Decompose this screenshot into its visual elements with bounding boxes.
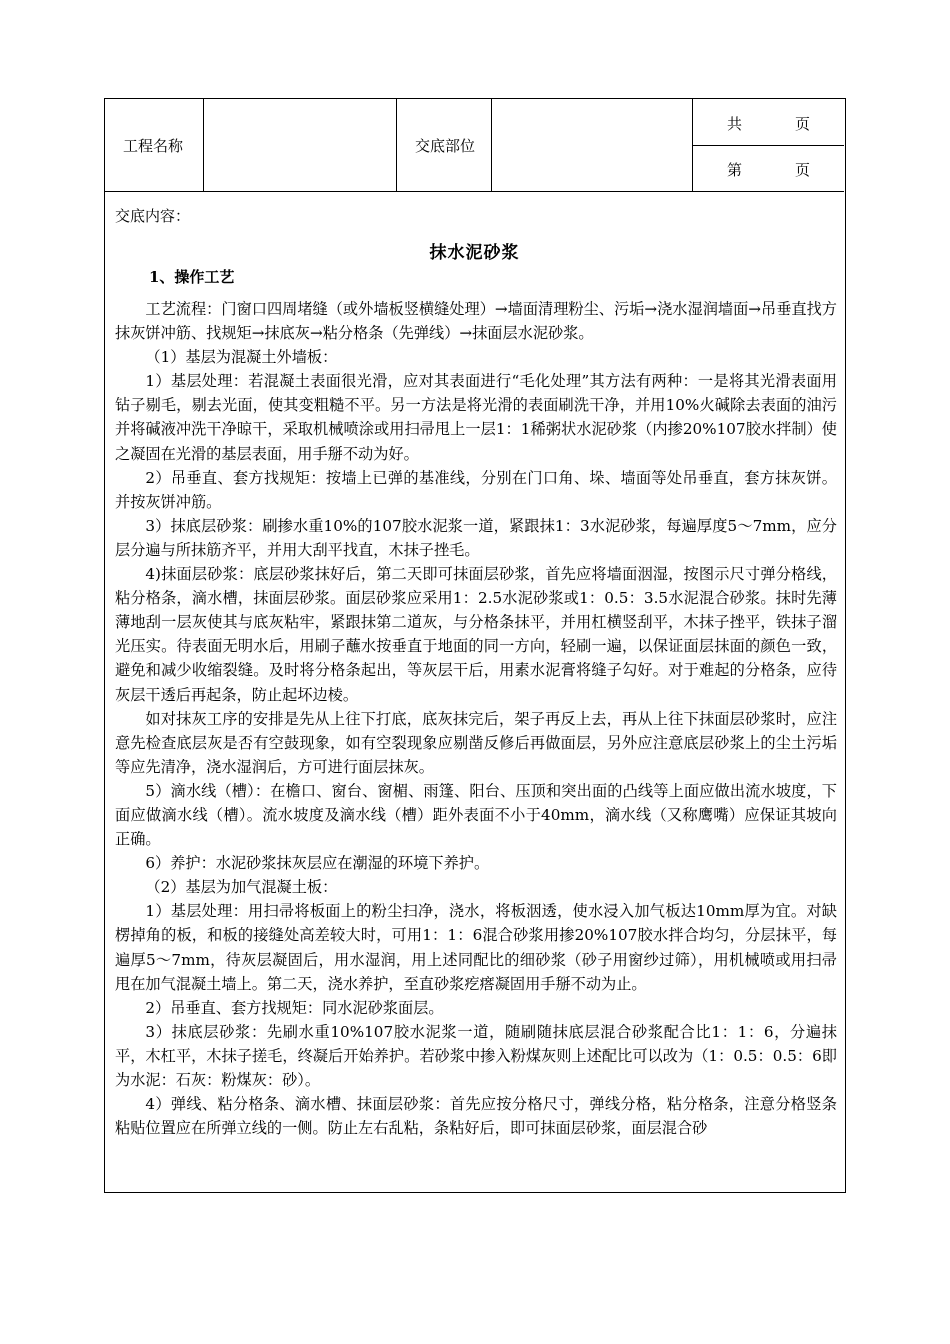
paragraph: （2）基层为加气混凝土板： xyxy=(145,878,338,897)
project-name-label: 工程名称 xyxy=(105,99,204,191)
paragraph: 工艺流程：门窗口四周堵缝（或外墙板竖横缝处理）→墙面清理粉尘、污垢→浇水湿润墙面→吊垂直找方抹灰饼冲筋、找规矩→抹底灰→粘分格条（先弹线）→抹面层水泥砂浆。 xyxy=(115,300,837,343)
paragraph: 1）基层处理：若混凝土表面很光滑，应对其表面进行“毛化处理”其方法有两种：一是将其光滑表面用钻子剔毛，剔去光面，使其变粗糙不平。另一方法是将光滑的表面刷洗干净，并用10%火碱除去表面的油污并将碱液冲洗干净晾干，采取机械喷涂或用扫帚甩上一层1：1稀粥状水泥砂浆（内掺20%107胶水拌制）使之凝固在光滑的基层表面，用手掰不动为好。 xyxy=(115,372,837,463)
paragraph: 3）抹底层砂浆：先刷水重10%107胶水泥浆一道，随刷随抹底层混合砂浆配合比1：1：6，分遍抹平，木杠平，木抹子搓毛，终凝后开始养护。若砂浆中掺入粉煤灰则上述配比可以改为（1：0.5：0.5：6即为水泥：石灰：粉煤灰：砂）。 xyxy=(115,1022,837,1089)
body-text xyxy=(115,297,837,1140)
project-name-value xyxy=(204,99,397,191)
page-number-prefix: 第 xyxy=(727,161,743,179)
paragraph: 4)抹面层砂浆：底层砂浆抹好后，第二天即可抹面层砂浆，首先应将墙面洇湿，按图示尺寸弹分格线，粘分格条，滴水槽，抹面层砂浆。面层砂浆应采用1：2.5水泥砂浆或1：0.5：3.5水泥混合砂浆。抹时先薄薄地刮一层灰使其与底灰粘牢，紧跟抹第二道灰，与分格条抹平，并用杠横竖刮平，木抹子挫平，铁抹子溜光压实。待表面无明水后，用刷子蘸水按垂直于地面的同一方向，轻刷一遍，以保证面层抹面的颜色一致，避免和减少收缩裂缝。及时将分格条起出，等灰层干后，用素水泥膏将缝子勾好。对于难起的分格条，应待灰层干透后再起条，防止起坏边棱。 xyxy=(115,565,837,704)
location-label: 交底部位 xyxy=(397,99,492,191)
content-label: 交底内容： xyxy=(115,207,191,225)
section-heading: 1、操作工艺 xyxy=(149,268,235,286)
document-title: 抹水泥砂浆 xyxy=(429,243,520,263)
paragraph: 3）抹底层砂浆：刷掺水重10%的107胶水泥浆一道，紧跟抹1：3水泥砂浆，每遍厚度5～7mm，应分层分遍与所抹筋齐平，并用大刮平找直，木抹子挫毛。 xyxy=(115,516,837,559)
paragraph: （1）基层为混凝土外墙板： xyxy=(145,348,338,367)
page-number-cell xyxy=(693,145,844,191)
paragraph: 2）吊垂直、套方找规矩：同水泥砂浆面层。 xyxy=(145,998,444,1017)
paragraph: 如对抹灰工序的安排是先从上往下打底，底灰抹完后，架子再反上去，再从上往下抹面层砂浆时，应注意先检查底层灰是否有空鼓现象，如有空裂现象应剔凿反修后再做面层，另外应注意底层砂浆上的尘土污垢等应先清净，浇水湿润后，方可进行面层抹灰。 xyxy=(115,709,837,776)
paragraph: 2）吊垂直、套方找规矩：按墙上已弹的基准线，分别在门口角、垛、墙面等处吊垂直，套方抹灰饼。并按灰饼冲筋。 xyxy=(115,468,837,511)
paragraph: 6）养护：水泥砂浆抹灰层应在潮湿的环境下养护。 xyxy=(145,854,490,873)
total-pages-suffix: 页 xyxy=(795,115,811,133)
location-value xyxy=(492,99,693,191)
paragraph: 4）弹线、粘分格条、滴水槽、抹面层砂浆：首先应按分格尺寸，弹线分格，粘分格条，注意分格竖条粘贴位置应在所弹立线的一侧。防止左右乱粘，条粘好后，即可抹面层砂浆，面层混合砂 xyxy=(115,1095,837,1138)
total-pages-prefix: 共 xyxy=(727,115,743,133)
paragraph: 5）滴水线（槽）：在檐口、窗台、窗楣、雨篷、阳台、压顶和突出面的凸线等上面应做出流水坡度，下面应做滴水线（槽）。流水坡度及滴水线（槽）距外表面不小于40mm，滴水线（又称鹰嘴）应保证其坡向正确。 xyxy=(115,781,837,849)
page-number-suffix: 页 xyxy=(795,161,811,179)
form-header xyxy=(105,99,844,192)
total-pages-cell xyxy=(693,99,844,146)
disclosure-form xyxy=(104,98,846,1193)
paragraph: 1）基层处理：用扫帚将板面上的粉尘扫净，浇水，将板洇透，使水浸入加气板达10mm厚为宜。对缺楞掉角的板，和板的接缝处高差较大时，可用1：1：6混合砂浆用掺20%107胶水拌合均匀，分层抹平，每遍厚5～7mm，待灰层凝固后，用水湿润，用上述同配比的细砂浆（砂子用窗纱过筛），用机械喷或用扫帚甩在加气混凝土墙上。第二天，浇水养护，至直砂浆疙瘩凝固用手掰不动为止。 xyxy=(115,902,837,993)
